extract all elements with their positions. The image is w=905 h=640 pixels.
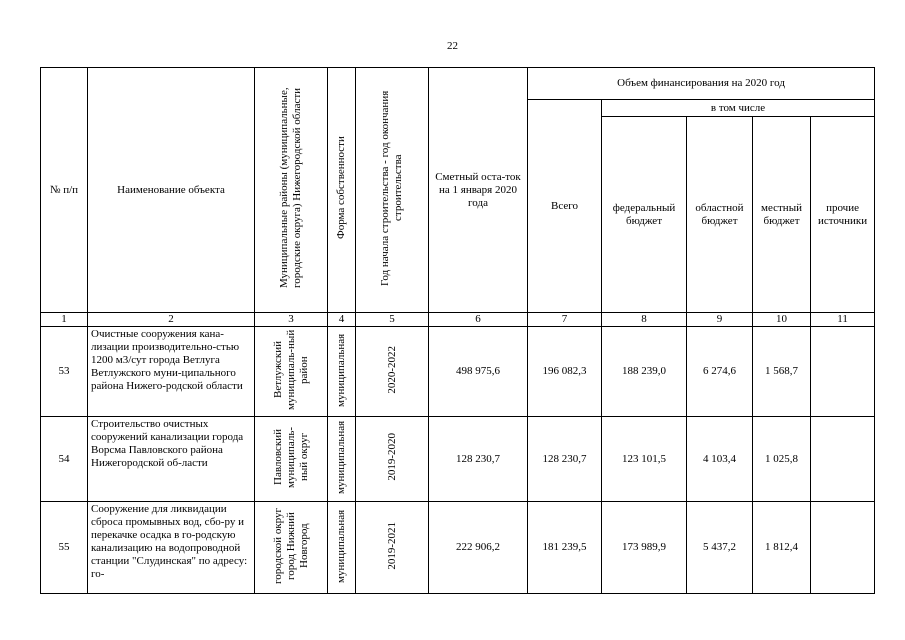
column-number: 9 (687, 313, 753, 327)
header-years-text: Год начала строительства - год окончания строительства (379, 90, 404, 286)
table-row (41, 327, 875, 417)
header-funding: Объем финансирования на 2020 год (528, 68, 875, 100)
other-value (811, 327, 875, 417)
financing-table (40, 67, 875, 594)
column-number: 1 (41, 313, 88, 327)
years-text: 2019-2021 (385, 521, 398, 570)
column-number: 5 (356, 313, 429, 327)
total-value: 128 230,7 (528, 417, 602, 502)
years-cell (356, 417, 429, 502)
regional-value: 6 274,6 (687, 327, 753, 417)
other-value (811, 417, 875, 502)
object-name: Сооружение для ликвидации сброса промывных вод, сбо-ру и перекачке осадка в го-родскую канализацию на водопроводной станции "Слудинская" по адресу: го- (88, 502, 255, 594)
column-number: 4 (328, 313, 356, 327)
column-number: 2 (88, 313, 255, 327)
column-number: 11 (811, 313, 875, 327)
local-value: 1 025,8 (753, 417, 811, 502)
header-years (356, 68, 429, 313)
ownership-text: муниципальная (335, 420, 347, 494)
header-total: Всего (528, 100, 602, 313)
ownership-cell (328, 327, 356, 417)
estimate-value: 498 975,6 (429, 327, 528, 417)
object-name: Строительство очистных сооружений канализации города Ворсма Павловского района Нижегородской об-ласти (88, 417, 255, 502)
years-cell (356, 327, 429, 417)
total-value: 196 082,3 (528, 327, 602, 417)
column-number: 3 (255, 313, 328, 327)
district-text: Ветлужский муниципаль-ный район (271, 329, 310, 410)
page-number: 22 (447, 40, 458, 52)
header-district-text: Муниципальные районы (муниципальные, городские округа) Нижегородской области (278, 87, 303, 289)
years-cell (356, 502, 429, 594)
federal-value: 123 101,5 (602, 417, 687, 502)
header-estimate: Сметный оста-ток на 1 января 2020 года (429, 68, 528, 313)
estimate-value: 222 906,2 (429, 502, 528, 594)
ownership-cell (328, 417, 356, 502)
row-num: 54 (41, 417, 88, 502)
header-other: прочие источники (811, 117, 875, 313)
other-value (811, 502, 875, 594)
years-text: 2020-2022 (385, 345, 398, 394)
row-num: 55 (41, 502, 88, 594)
column-number: 6 (429, 313, 528, 327)
column-number: 7 (528, 313, 602, 327)
column-number: 10 (753, 313, 811, 327)
header-district (255, 68, 328, 313)
column-number: 8 (602, 313, 687, 327)
table-row (41, 502, 875, 594)
header-federal: федеральный бюджет (602, 117, 687, 313)
header-local: местный бюджет (753, 117, 811, 313)
header-regional: областной бюджет (687, 117, 753, 313)
header-name: Наименование объекта (88, 68, 255, 313)
years-text: 2019-2020 (385, 433, 398, 481)
header-including: в том числе (602, 100, 875, 117)
total-value: 181 239,5 (528, 502, 602, 594)
district-text: Павловский муниципаль-ный округ (271, 426, 310, 488)
ownership-text: муниципальная (335, 332, 347, 407)
federal-value: 173 989,9 (602, 502, 687, 594)
district-cell (255, 502, 328, 594)
header-ownership-text: Форма собственности (335, 136, 347, 240)
district-text: городской округ город Нижний Новгород (271, 507, 310, 584)
ownership-cell (328, 502, 356, 594)
local-value: 1 812,4 (753, 502, 811, 594)
estimate-value: 128 230,7 (429, 417, 528, 502)
local-value: 1 568,7 (753, 327, 811, 417)
ownership-text: муниципальная (335, 508, 347, 583)
federal-value: 188 239,0 (602, 327, 687, 417)
header-ownership (328, 68, 356, 313)
object-name: Очистные сооружения кана-лизации производительно-стью 1200 м3/сут города Ветлуга Ветлужского муни-ципального района Нижего-родской области (88, 327, 255, 417)
district-cell (255, 417, 328, 502)
regional-value: 4 103,4 (687, 417, 753, 502)
regional-value: 5 437,2 (687, 502, 753, 594)
district-cell (255, 327, 328, 417)
row-num: 53 (41, 327, 88, 417)
header-num: № п/п (41, 68, 88, 313)
table-row (41, 417, 875, 502)
